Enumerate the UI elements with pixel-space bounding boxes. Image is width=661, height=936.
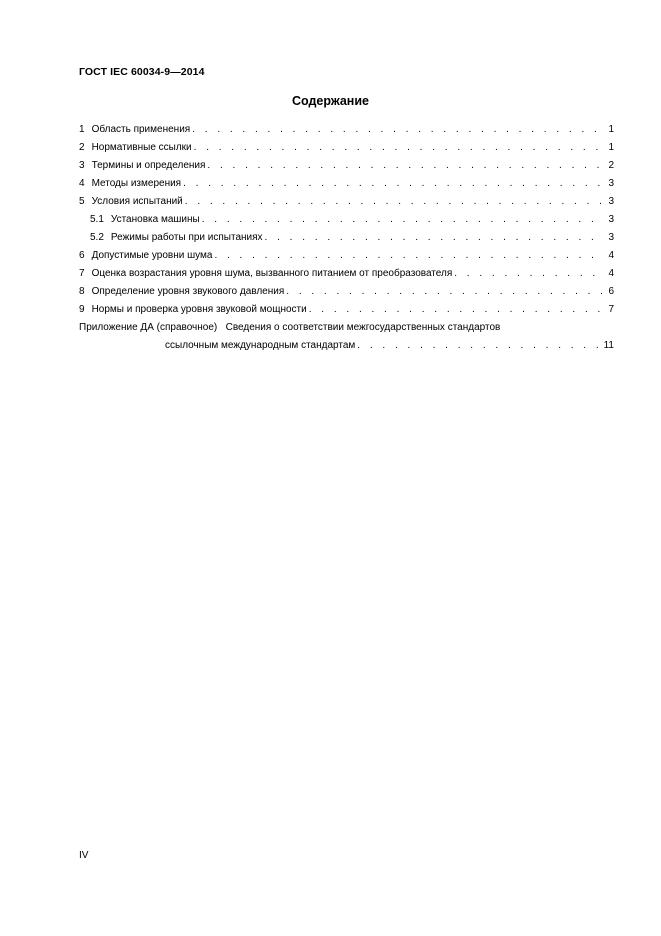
toc-leader <box>214 247 602 265</box>
toc-number: 7 <box>79 268 85 279</box>
toc-page: 2 <box>608 160 614 171</box>
toc-number: 5.2 <box>90 232 104 243</box>
toc-number: 6 <box>79 250 85 261</box>
toc-label: Режимы работы при испытаниях <box>110 232 263 243</box>
toc-number: 3 <box>79 160 85 171</box>
toc-label: Условия испытаний <box>91 196 183 207</box>
annex-prefix: Приложение ДА (справочное) <box>79 322 218 333</box>
toc-label: Установка машины <box>110 214 200 225</box>
toc-label: Нормы и проверка уровня звуковой мощности <box>91 304 307 315</box>
toc-page: 1 <box>608 124 614 135</box>
page-title: Содержание <box>291 94 369 108</box>
toc-page: 7 <box>608 304 614 315</box>
toc-label: Область применения <box>91 124 191 135</box>
toc-label: Термины и определения <box>91 160 206 171</box>
toc-number: 9 <box>79 304 85 315</box>
toc-leader <box>454 265 602 283</box>
toc-number: 1 <box>79 124 85 135</box>
toc-leader <box>309 301 602 319</box>
toc-entry-6[interactable] <box>79 247 614 265</box>
toc-entry-2[interactable] <box>79 139 614 157</box>
toc-entry-9[interactable] <box>79 301 614 319</box>
toc-entry-annex[interactable] <box>79 319 614 355</box>
toc-entry-5-1[interactable] <box>79 211 614 229</box>
toc-entry-5[interactable] <box>79 193 614 211</box>
annex-title-line-2: ссылочным международным стандартам <box>165 340 356 351</box>
toc-page: 4 <box>608 250 614 261</box>
toc-leader <box>194 139 602 157</box>
toc-number: 5 <box>79 196 85 207</box>
toc-label: Методы измерения <box>91 178 182 189</box>
toc-leader <box>183 175 602 193</box>
toc-label: Оценка возрастания уровня шума, вызванного питанием от преобразователя <box>91 268 453 279</box>
toc-number: 8 <box>79 286 85 297</box>
annex-title-line-1: Сведения о соответствии межгосударственных стандартов <box>225 322 501 333</box>
toc-entry-3[interactable] <box>79 157 614 175</box>
toc-page: 3 <box>608 178 614 189</box>
toc-page: 3 <box>608 232 614 243</box>
toc-entry-4[interactable] <box>79 175 614 193</box>
toc-leader <box>265 229 602 247</box>
page-number: IV <box>79 850 89 861</box>
toc-entry-5-2[interactable] <box>79 229 614 247</box>
toc-entry-1[interactable] <box>79 121 614 139</box>
toc-number: 2 <box>79 142 85 153</box>
toc-leader <box>357 337 601 355</box>
table-of-contents <box>79 121 614 355</box>
annex-line-2 <box>79 337 614 355</box>
toc-number: 5.1 <box>90 214 104 225</box>
toc-leader <box>286 283 602 301</box>
toc-leader <box>185 193 602 211</box>
toc-label: Нормативные ссылки <box>91 142 192 153</box>
toc-entry-8[interactable] <box>79 283 614 301</box>
toc-page: 11 <box>603 340 614 351</box>
toc-page: 6 <box>608 286 614 297</box>
toc-page: 3 <box>608 214 614 225</box>
toc-label: Допустимые уровни шума <box>91 250 213 261</box>
toc-number: 4 <box>79 178 85 189</box>
toc-leader <box>192 121 602 139</box>
toc-entry-7[interactable] <box>79 265 614 283</box>
toc-page: 1 <box>608 142 614 153</box>
toc-page: 3 <box>608 196 614 207</box>
document-id: ГОСТ IEC 60034-9—2014 <box>79 66 205 78</box>
toc-leader <box>202 211 602 229</box>
toc-label: Определение уровня звукового давления <box>91 286 285 297</box>
toc-page: 4 <box>608 268 614 279</box>
toc-leader <box>207 157 602 175</box>
annex-line-1 <box>79 319 614 337</box>
